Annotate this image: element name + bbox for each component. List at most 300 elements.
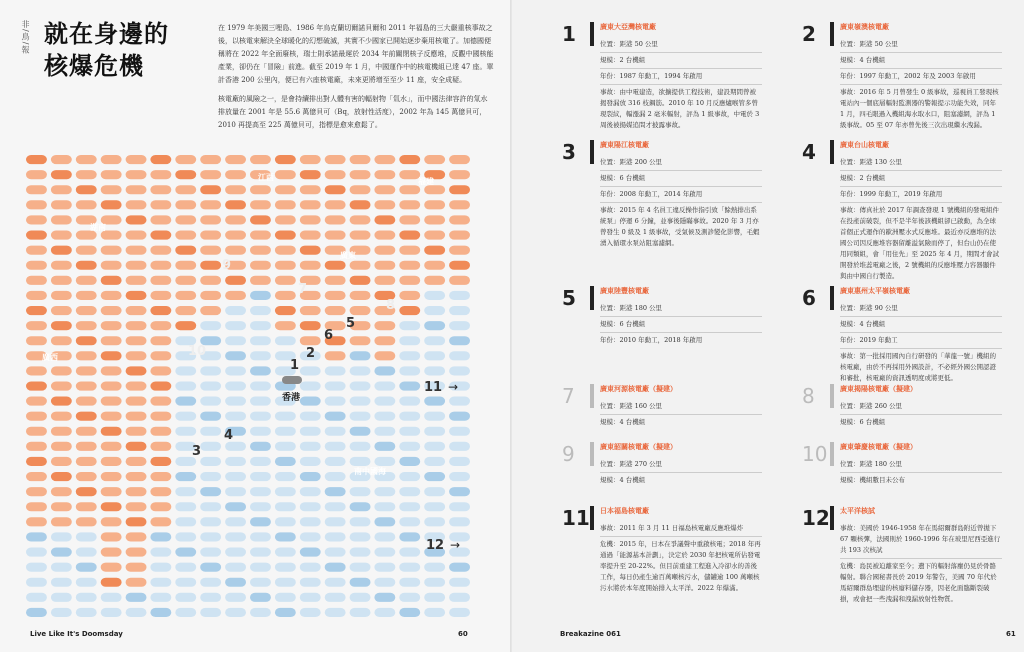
map-pill xyxy=(300,563,321,572)
map-pill xyxy=(225,276,246,285)
map-label-south-china-sea: 南中國海 xyxy=(354,467,386,476)
map-pill xyxy=(76,366,97,375)
map-pill xyxy=(399,321,420,330)
plant-detail: 年份：2010 年動工，2018 年啟用 xyxy=(600,336,703,344)
map-pill xyxy=(449,185,470,194)
map-pill xyxy=(350,291,371,300)
map-pill xyxy=(275,231,296,240)
map-pill xyxy=(126,487,147,496)
map-marker-2: 2 xyxy=(306,346,316,361)
map-pill xyxy=(399,487,420,496)
map-pill xyxy=(225,578,246,587)
map-pill xyxy=(225,412,246,421)
map-pill xyxy=(175,200,196,209)
map-pill xyxy=(225,170,246,179)
map-pill xyxy=(26,336,47,345)
plant-detail: 年份：2008 年動工，2014 年啟用 xyxy=(600,187,762,203)
map-pill xyxy=(126,548,147,557)
map-pill xyxy=(200,231,221,240)
map-pill xyxy=(76,306,97,315)
plant-entry-2 xyxy=(802,22,1002,133)
map-pill xyxy=(250,593,271,602)
map-pill xyxy=(76,578,97,587)
map-pill xyxy=(250,548,271,557)
map-pill xyxy=(200,502,221,511)
map-pill xyxy=(225,548,246,557)
map-pill xyxy=(175,397,196,406)
map-pill xyxy=(250,246,271,255)
map-pill xyxy=(275,593,296,602)
plant-entry-3 xyxy=(562,140,762,251)
map-pill xyxy=(449,563,470,572)
map-pill xyxy=(51,261,72,270)
entry-bar xyxy=(830,506,834,530)
map-pill xyxy=(374,200,395,209)
map-pill xyxy=(449,155,470,164)
plant-detail: 規模：4 台機組 xyxy=(600,476,646,484)
map-pill xyxy=(399,276,420,285)
map-pill xyxy=(76,382,97,391)
entry-number: 3 xyxy=(562,140,576,164)
map-pill xyxy=(250,442,271,451)
map-pill xyxy=(76,351,97,360)
map-pill xyxy=(126,578,147,587)
map-pill xyxy=(350,457,371,466)
map-marker-3: 3 xyxy=(192,444,202,459)
map-pill xyxy=(200,276,221,285)
map-pill xyxy=(225,608,246,617)
plant-name: 太平洋核試 xyxy=(840,507,875,515)
map-pill xyxy=(200,382,221,391)
map-pill xyxy=(374,321,395,330)
map-pill xyxy=(250,155,271,164)
map-pill xyxy=(26,261,47,270)
entry-number: 10 xyxy=(802,442,828,466)
map-pill xyxy=(250,563,271,572)
map-pill xyxy=(424,563,445,572)
map-pill xyxy=(101,427,122,436)
map-pill xyxy=(175,306,196,315)
map-pill xyxy=(101,291,122,300)
map-pill xyxy=(250,412,271,421)
map-pill xyxy=(250,291,271,300)
plant-name: 廣東陸豐核電廠 xyxy=(600,287,649,295)
map-pill xyxy=(300,155,321,164)
map-pill xyxy=(449,442,470,451)
map-pill xyxy=(101,532,122,541)
map-pill xyxy=(225,563,246,572)
map-pill xyxy=(350,593,371,602)
map-pill xyxy=(275,427,296,436)
map-label-fujian: 福建 xyxy=(418,177,434,186)
map-pill xyxy=(126,412,147,421)
right-page xyxy=(512,0,1024,652)
map-pill xyxy=(225,351,246,360)
map-pill xyxy=(350,532,371,541)
map-pill xyxy=(51,170,72,179)
map-pill xyxy=(399,366,420,375)
map-pill xyxy=(250,261,271,270)
plant-entry-4 xyxy=(802,140,1002,284)
title-line-1: 就在身邊的 xyxy=(44,20,169,48)
map-pill xyxy=(150,397,171,406)
map-pill xyxy=(424,200,445,209)
plant-entry-1 xyxy=(562,22,762,133)
plant-detail: 位置：距港 200 公里 xyxy=(600,155,762,171)
map-pill xyxy=(175,321,196,330)
entry-body xyxy=(840,286,1002,386)
map-pill xyxy=(150,215,171,224)
map-pill xyxy=(449,412,470,421)
map-pill xyxy=(51,532,72,541)
map-pill xyxy=(300,608,321,617)
map-pill xyxy=(250,231,271,240)
map-pill xyxy=(76,593,97,602)
map-pill xyxy=(350,261,371,270)
map-pill xyxy=(126,366,147,375)
map-pill xyxy=(150,351,171,360)
map-marker-4: 4 xyxy=(224,428,234,443)
map-pill xyxy=(399,351,420,360)
map-pill xyxy=(200,532,221,541)
map-pill xyxy=(225,321,246,330)
entry-number: 7 xyxy=(562,384,575,408)
map-pill xyxy=(275,532,296,541)
map-pill xyxy=(325,517,346,526)
map-pill xyxy=(76,442,97,451)
map-pill xyxy=(424,517,445,526)
map-pill xyxy=(449,487,470,496)
map-pill xyxy=(374,351,395,360)
map-pill xyxy=(350,563,371,572)
page-number: 61 xyxy=(1006,630,1016,638)
map-pill xyxy=(225,593,246,602)
map-pill xyxy=(374,532,395,541)
map-pill xyxy=(51,155,72,164)
map-pill xyxy=(76,532,97,541)
map-pill xyxy=(275,457,296,466)
map-pill xyxy=(225,306,246,315)
map-pill xyxy=(275,291,296,300)
map-pill xyxy=(325,532,346,541)
map-pill xyxy=(51,563,72,572)
map-pill xyxy=(126,532,147,541)
map-pill xyxy=(399,215,420,224)
map-pill xyxy=(225,200,246,209)
map-pill xyxy=(126,472,147,481)
map-pill xyxy=(350,215,371,224)
map-pill xyxy=(325,231,346,240)
map-pill xyxy=(300,457,321,466)
section-label: 非/鳥/報 xyxy=(21,20,30,55)
map-pill xyxy=(350,442,371,451)
map-pill xyxy=(126,291,147,300)
map-pill xyxy=(350,336,371,345)
plant-detail: 位置：距港 180 公里 xyxy=(840,457,1002,473)
entry-body xyxy=(600,22,762,133)
map-pill xyxy=(424,231,445,240)
map-pill xyxy=(325,442,346,451)
map-pill xyxy=(350,578,371,587)
map-pill xyxy=(200,397,221,406)
map-pill xyxy=(200,427,221,436)
map-pill xyxy=(399,306,420,315)
plant-name: 廣東河源核電廠（擬建） xyxy=(600,385,677,393)
entry-number: 5 xyxy=(562,286,576,310)
map-pill xyxy=(300,532,321,541)
map-pill xyxy=(26,200,47,209)
map-pill xyxy=(126,563,147,572)
map-pill xyxy=(374,336,395,345)
map-pill xyxy=(399,548,420,557)
map-pill xyxy=(150,321,171,330)
intro-text xyxy=(218,22,494,138)
map-pill xyxy=(449,457,470,466)
map-pill xyxy=(101,578,122,587)
map-pill xyxy=(150,457,171,466)
map-pill xyxy=(399,563,420,572)
plant-name: 廣東韶關核電廠（擬建） xyxy=(600,443,677,451)
map-pill xyxy=(399,261,420,270)
map-pill xyxy=(325,351,346,360)
map-pill xyxy=(51,231,72,240)
map-pill xyxy=(325,200,346,209)
map-pill xyxy=(101,366,122,375)
map-pill xyxy=(350,517,371,526)
map-pill xyxy=(350,412,371,421)
map-pill xyxy=(250,200,271,209)
map-pill xyxy=(250,351,271,360)
plant-entry-6 xyxy=(802,286,1002,386)
map-pill xyxy=(200,306,221,315)
intro-paragraph: 在 1979 年美國三哩島、1986 年烏克蘭切爾諾貝爾和 2011 年福島的三大嚴重核事故之後，以核電來解決全球暖化的幻想破滅，其實不少國家已開始逐步棄用核電了。加德國便稱將在 2022 年全面廢核，瑞士則承諾最遲於 2034 年前關閉核子反應堆，反觀中國核能產業，卻仍在「冒險」前進。截至 2019 年 1 月，中國運作中的核電機組已達 47 座。單計香港 200 公里內，便已有六座核電廠，未來更將增至至少 11 座，安全成疑。 xyxy=(218,24,494,84)
map-pill xyxy=(449,306,470,315)
map-pill xyxy=(275,306,296,315)
map-marker-6: 6 xyxy=(324,328,334,343)
map-pill xyxy=(101,412,122,421)
map-pill xyxy=(175,291,196,300)
map-pill xyxy=(374,215,395,224)
map-pill xyxy=(449,261,470,270)
map-pill xyxy=(175,215,196,224)
map-pill xyxy=(150,517,171,526)
map-pill xyxy=(424,457,445,466)
map-pill xyxy=(175,261,196,270)
map-pill xyxy=(200,442,221,451)
plant-name: 廣東大亞灣核電廠 xyxy=(600,23,656,31)
map-pill xyxy=(350,185,371,194)
map-pill xyxy=(150,382,171,391)
map-pill xyxy=(250,215,271,224)
entry-body xyxy=(600,140,762,251)
map-pill xyxy=(300,170,321,179)
map-pill xyxy=(150,487,171,496)
entry-body xyxy=(840,442,1002,488)
plant-detail: 年份：1997 年動工，2002 年及 2003 年啟用 xyxy=(840,69,1002,85)
footer-title: Live Like It's Doomsday xyxy=(30,630,123,638)
map-pill xyxy=(300,231,321,240)
map-pill xyxy=(449,215,470,224)
map-pill xyxy=(150,502,171,511)
map-pill xyxy=(51,276,72,285)
map-pill xyxy=(200,487,221,496)
map-pill xyxy=(200,185,221,194)
map-pill xyxy=(399,442,420,451)
map-pill xyxy=(126,502,147,511)
map-pill xyxy=(225,246,246,255)
map-pill xyxy=(424,246,445,255)
map-pill xyxy=(76,517,97,526)
plant-entry-9 xyxy=(562,442,762,488)
map-pill xyxy=(225,457,246,466)
map-pill xyxy=(250,397,271,406)
map-pill xyxy=(250,185,271,194)
plant-name: 廣東肇慶核電廠（擬建） xyxy=(840,443,917,451)
entry-bar xyxy=(830,384,834,408)
map-pill xyxy=(399,457,420,466)
map-pill xyxy=(150,366,171,375)
map-pill xyxy=(374,276,395,285)
map-pill xyxy=(175,185,196,194)
map-pill xyxy=(350,427,371,436)
map-pill xyxy=(325,291,346,300)
map-pill xyxy=(399,472,420,481)
map-pill xyxy=(350,487,371,496)
entry-number: 6 xyxy=(802,286,816,310)
map-pill xyxy=(225,231,246,240)
map-pill xyxy=(26,412,47,421)
map-pill xyxy=(275,155,296,164)
map-pill xyxy=(325,170,346,179)
map-pill xyxy=(200,563,221,572)
map-pill xyxy=(175,548,196,557)
map-pill xyxy=(51,578,72,587)
entry-bar xyxy=(590,384,594,408)
map-pill xyxy=(424,351,445,360)
map-pill xyxy=(200,261,221,270)
map-pill xyxy=(449,593,470,602)
map-pill xyxy=(26,472,47,481)
entry-body xyxy=(840,22,1002,133)
map-pill xyxy=(51,517,72,526)
map-pill xyxy=(51,382,72,391)
map-pill xyxy=(126,261,147,270)
map-pill xyxy=(300,578,321,587)
map-pill xyxy=(250,517,271,526)
plant-detail: 事故：2016 年 5 月曾發生 0 級事故，巡視員工發現核電站內一個底層輻射監測器的警報提示功能失效，同年 1 月，四毛眼過入機組海水取水口，阻塞濾網，評為 1 級事故。05 至 07 年亦曾先後三次出現繼水洩漏。 xyxy=(840,88,999,129)
map-pill xyxy=(449,276,470,285)
map-pill xyxy=(51,336,72,345)
plant-name: 廣東惠州太平嶺核電廠 xyxy=(840,287,910,295)
map-pill xyxy=(374,185,395,194)
map-pill xyxy=(449,502,470,511)
map-pill xyxy=(424,336,445,345)
map-pill xyxy=(225,155,246,164)
map-pill xyxy=(200,608,221,617)
map-pill xyxy=(126,351,147,360)
map-marker-9: 9 xyxy=(222,258,232,273)
map-pill xyxy=(126,276,147,285)
map-pill xyxy=(101,502,122,511)
map-pill xyxy=(325,261,346,270)
map-pill xyxy=(126,397,147,406)
map-pill xyxy=(275,412,296,421)
plant-detail: 規模：6 台機組 xyxy=(600,171,762,187)
map-pill xyxy=(175,276,196,285)
map-pill xyxy=(449,397,470,406)
plant-detail: 規模：2 台機組 xyxy=(600,53,762,69)
entry-body xyxy=(840,506,1002,607)
map-pill xyxy=(275,487,296,496)
map-pill xyxy=(101,200,122,209)
map-pill xyxy=(424,442,445,451)
map-pill xyxy=(399,397,420,406)
map-pill xyxy=(374,487,395,496)
map-pill xyxy=(26,276,47,285)
map-pill xyxy=(126,200,147,209)
entry-bar xyxy=(830,286,834,310)
entry-body xyxy=(600,286,762,348)
plant-detail: 位置：距港 270 公里 xyxy=(600,457,762,473)
map-pill xyxy=(424,306,445,315)
map-pill xyxy=(200,170,221,179)
map-pill xyxy=(101,608,122,617)
map-pill xyxy=(26,155,47,164)
plant-detail: 事故：2011 年 3 月 11 日福島核電廠反應堆爆炸 xyxy=(600,521,762,537)
map-pill xyxy=(250,306,271,315)
map-pill xyxy=(399,578,420,587)
map-pill xyxy=(26,548,47,557)
map-pill xyxy=(325,185,346,194)
map-pill xyxy=(126,442,147,451)
map-pill xyxy=(200,366,221,375)
map-pill xyxy=(449,200,470,209)
map-pill xyxy=(399,336,420,345)
entry-number: 12 xyxy=(802,506,830,530)
plant-detail: 危機：島民被迫離家至今；遺下的輻射落塵仍見於骨骼輻射。聯合國秘書長於 2019 年警告，美國 70 年代於馬紹爾群島埋建的核廢料儲存器，因老化面臨斷裂破損，或會把一些洩漏和洩漏放射性物質。 xyxy=(840,562,997,603)
map-pill xyxy=(350,548,371,557)
entry-bar xyxy=(590,506,594,530)
map-pill xyxy=(225,215,246,224)
plant-detail: 事故：由中電建造，欲擴提供工程技術，建設期間曾被揭發漏放 316 枝鋼筋。2010 年 10 月反應爐喉管多曾現裂紋，輻漲漏 2 毫米輻射，評為 1 級事故，中電於 3 周後被揚媒追問才披露事故。 xyxy=(600,88,760,129)
map-pill xyxy=(449,336,470,345)
map-pill xyxy=(126,306,147,315)
map-pill xyxy=(250,457,271,466)
entry-body xyxy=(600,442,762,488)
map-pill xyxy=(126,593,147,602)
map-pill xyxy=(51,472,72,481)
plant-entry-10 xyxy=(802,442,1002,488)
map-pill xyxy=(76,336,97,345)
entry-bar xyxy=(830,140,834,164)
map-pill xyxy=(101,382,122,391)
map-pill xyxy=(101,170,122,179)
map-pill xyxy=(76,200,97,209)
map-pill xyxy=(225,397,246,406)
map-pill xyxy=(275,246,296,255)
plant-detail: 規模：4 台機組 xyxy=(840,53,1002,69)
map-pill xyxy=(374,593,395,602)
plant-detail: 事故：傳真社於 2017 年調查發現 1 號機組的發電組件在投產前破裂，但不是半年後該機組卻已啟動，為全球首個正式運作的歐洲壓水式反應堆。最近亦反應堆的法國公司因反應堆容器留離溢氣險而停了，但台山仍在使用同類組，會「用住先」至 2025 年 4 月，期間才會試開發於堆蕊電廠之後，2 號機組的反應堆壓力容器顯件與由中國自行製造。 xyxy=(840,206,999,280)
map-pill xyxy=(325,563,346,572)
map-pill xyxy=(76,563,97,572)
map-pill xyxy=(150,291,171,300)
plant-detail: 年份：2019 年動工 xyxy=(840,333,1002,349)
map-pill xyxy=(300,427,321,436)
map-pill xyxy=(76,276,97,285)
map-pill xyxy=(250,321,271,330)
map-pill xyxy=(175,246,196,255)
